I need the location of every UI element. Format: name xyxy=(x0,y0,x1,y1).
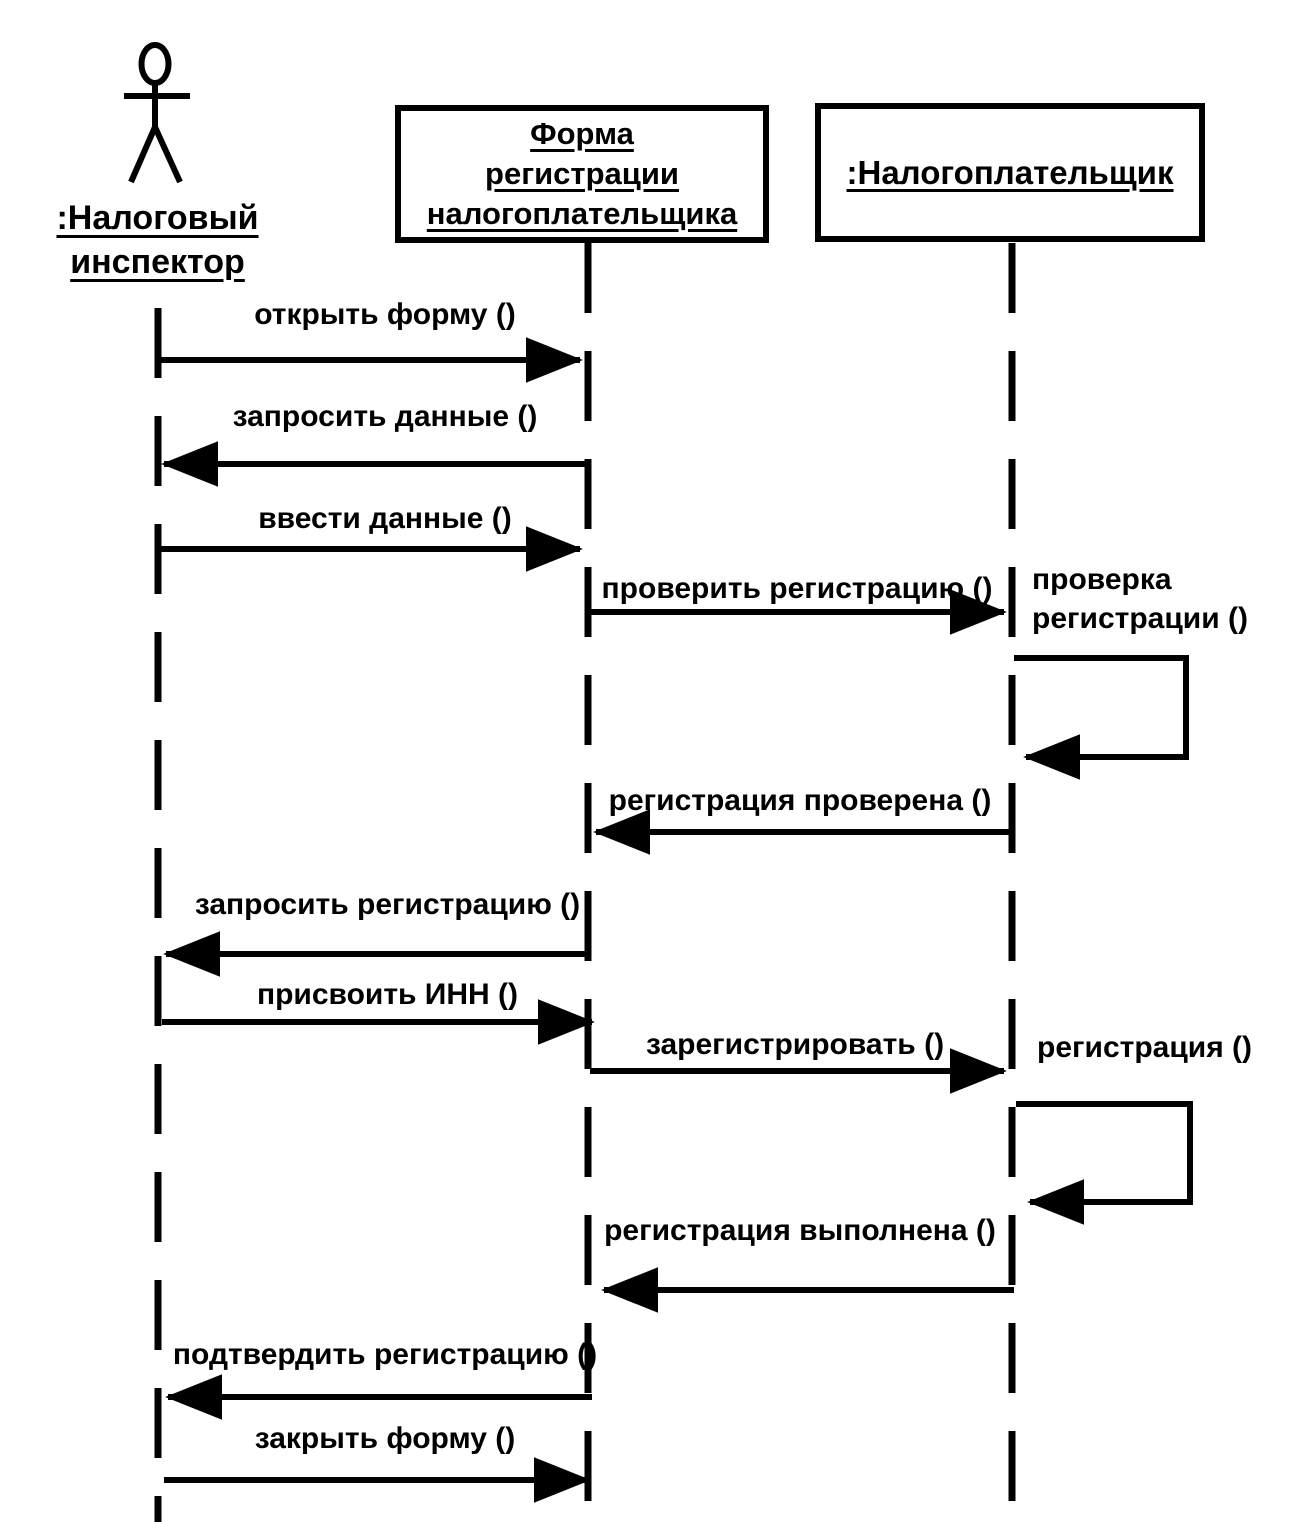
form-title-line2: регистрации xyxy=(485,156,679,191)
self-loop-check-registration xyxy=(1014,658,1186,757)
object-box-taxpayer xyxy=(815,103,1205,242)
message-label-check-registration: проверить регистрацию () xyxy=(601,572,993,605)
message-label-open-form: открыть форму () xyxy=(254,298,516,331)
self-message-label-registration: регистрация () xyxy=(1037,1031,1253,1064)
message-label-assign-inn: присвоить ИНН () xyxy=(256,978,519,1011)
self-message-label-check-registration: проверка регистрации () xyxy=(1032,563,1248,635)
message-label-close-form: закрыть форму () xyxy=(254,1422,516,1455)
message-label-confirm-registration: подтвердить регистрацию () xyxy=(172,1338,598,1371)
message-label-registration-done: регистрация выполнена () xyxy=(604,1214,996,1247)
message-label-register: зарегистрировать () xyxy=(645,1028,945,1061)
self-loop-registration xyxy=(1016,1104,1190,1202)
object-title-taxpayer: :Налогоплательщик xyxy=(846,153,1174,191)
actor-label-line2: инспектор xyxy=(70,243,245,281)
actor-figure-icon xyxy=(124,45,190,182)
message-label-enter-data: ввести данные () xyxy=(258,502,512,535)
object-title-registration-form xyxy=(427,114,737,234)
form-title-line1: Форма xyxy=(530,116,634,151)
message-label-request-data: запросить данные () xyxy=(232,400,538,433)
message-label-request-registration: запросить регистрацию () xyxy=(194,888,581,921)
object-box-registration-form xyxy=(395,105,769,243)
actor-tax-inspector-label xyxy=(25,196,290,284)
actor-label-line1: :Налоговый xyxy=(56,199,259,237)
form-title-line3: налогоплательщика xyxy=(426,196,738,231)
message-label-registration-checked: регистрация проверена () xyxy=(608,784,992,817)
